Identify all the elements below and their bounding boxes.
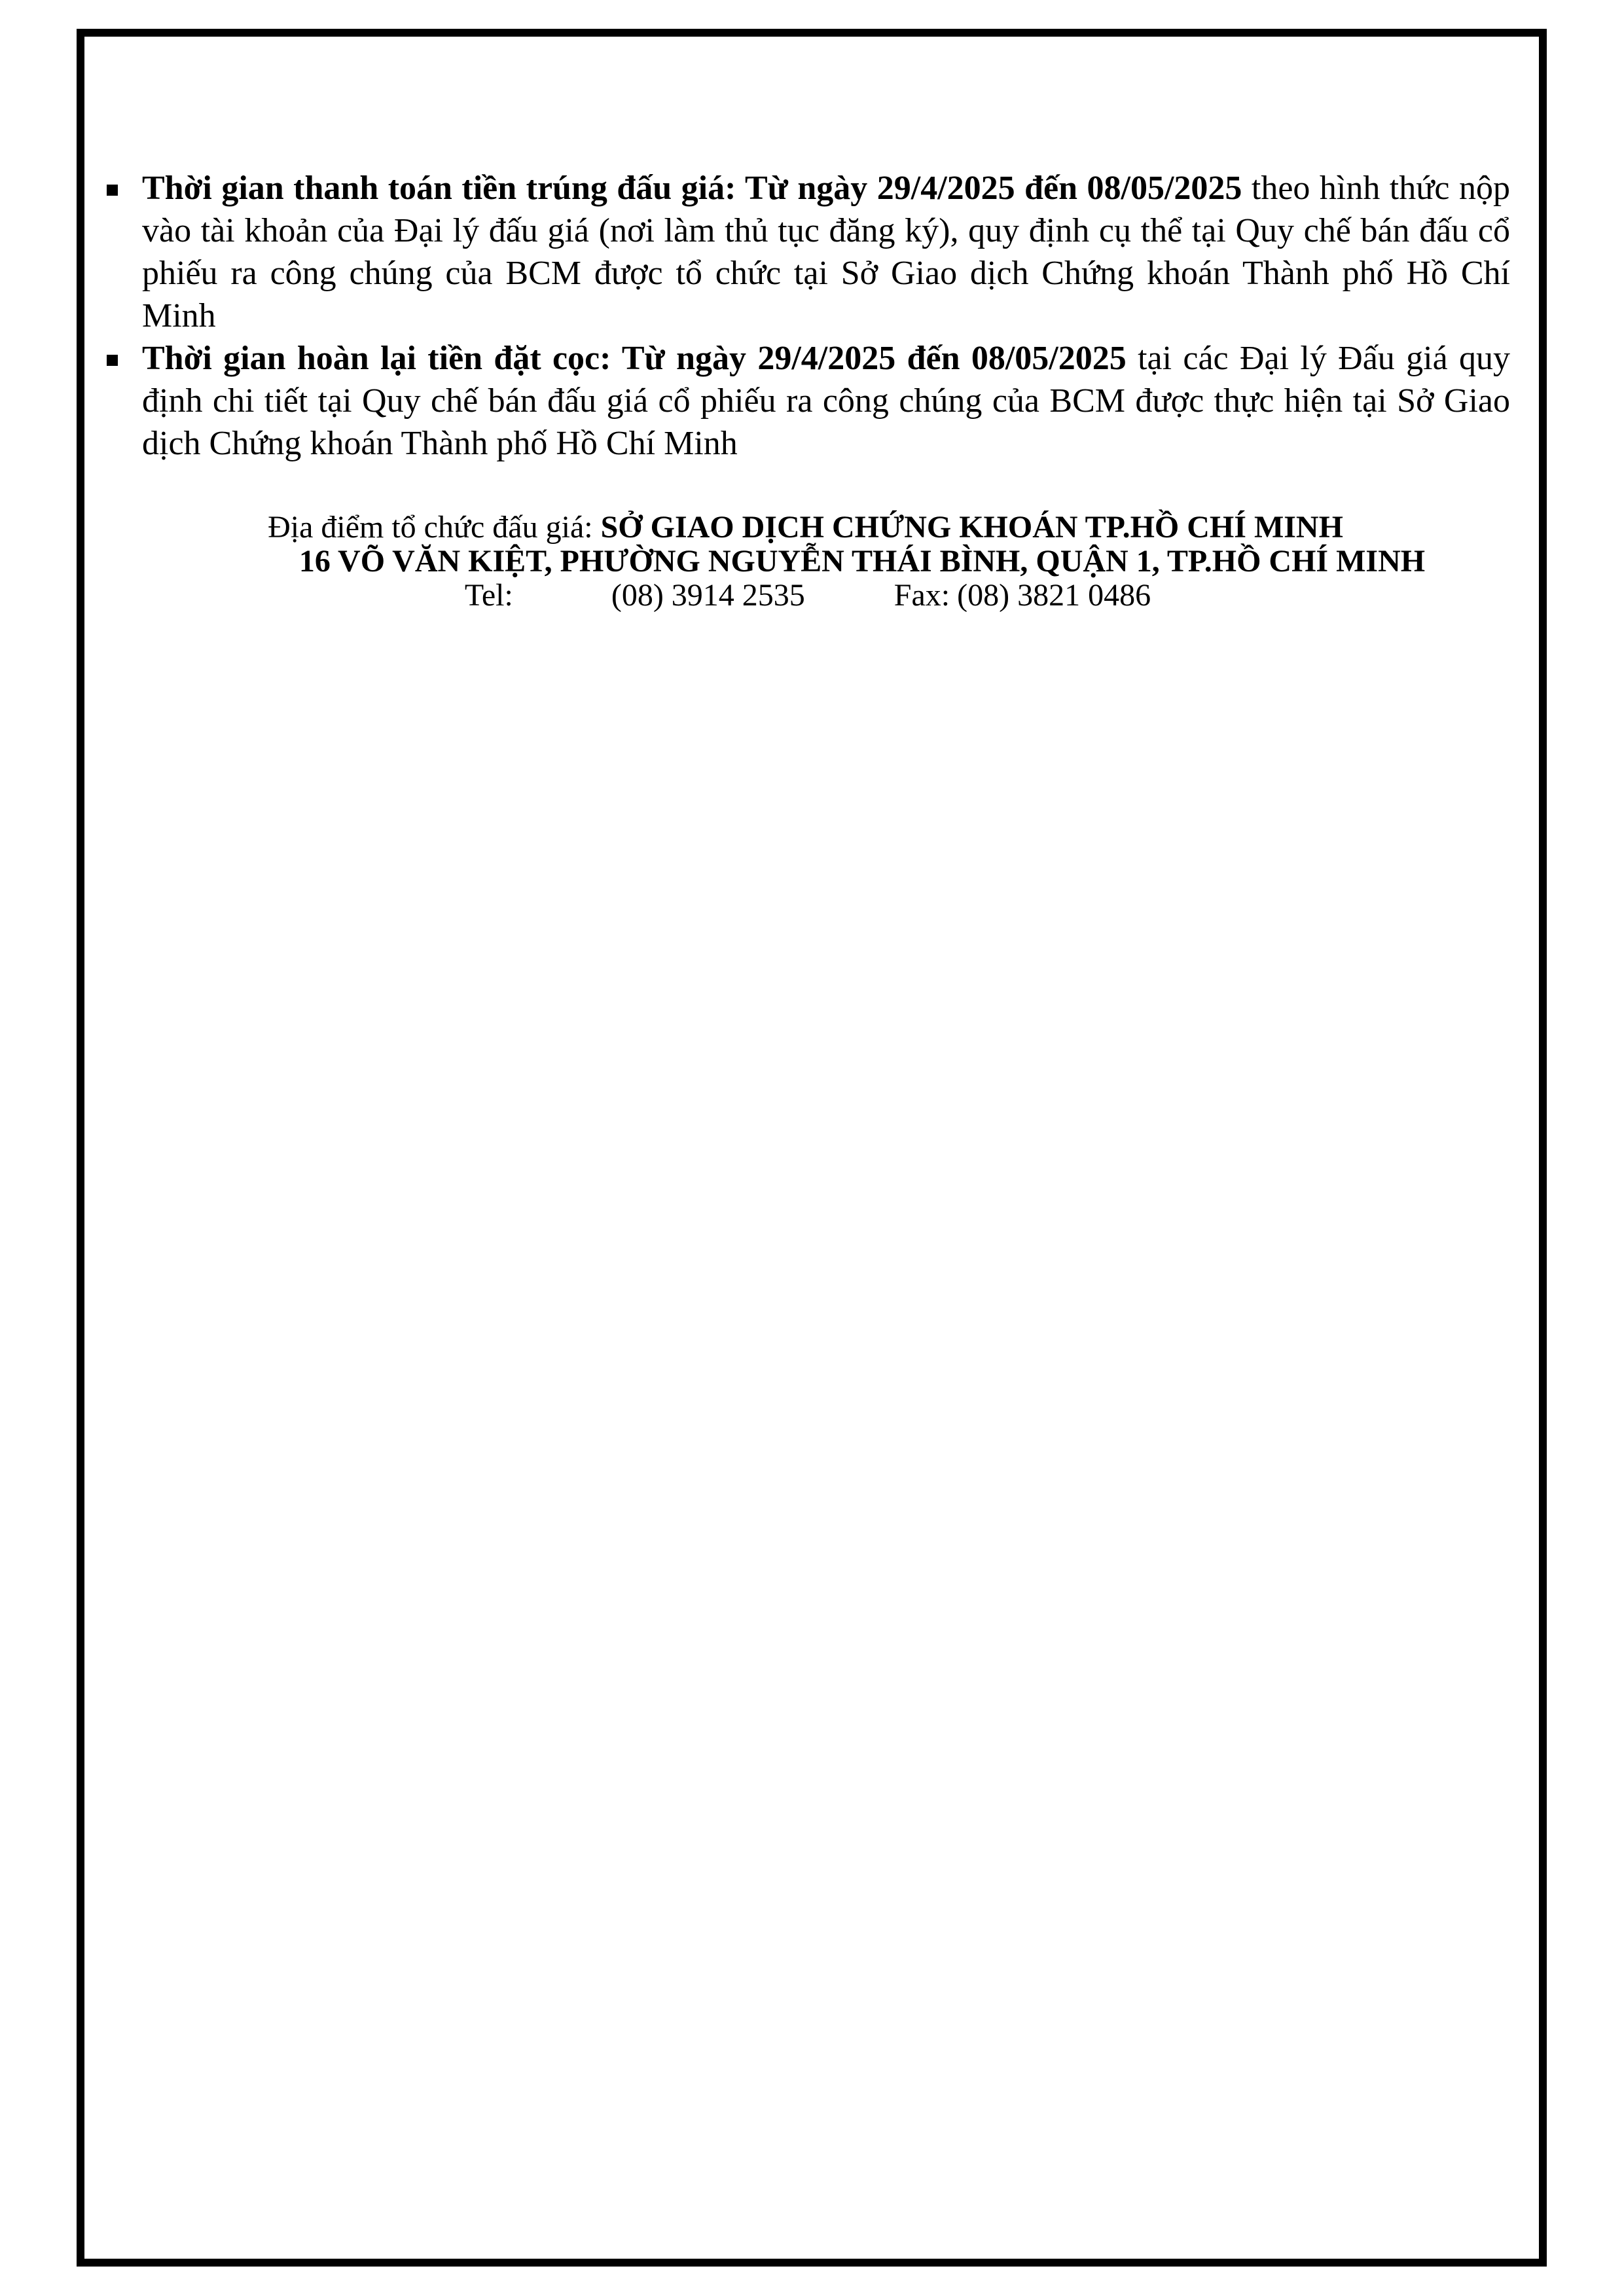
payment-time-lead: Thời gian thanh toán tiền trúng đấu giá: Từ ngày 29/4/2025 đến 08/05/2025 (142, 170, 1242, 207)
list-item-payment-time (142, 167, 1510, 337)
bullet-square-icon (107, 355, 118, 366)
venue-name: SỞ GIAO DỊCH CHỨNG KHOÁN TP.HỒ CHÍ MINH (600, 510, 1343, 545)
venue-address: 16 VÕ VĂN KIỆT, PHƯỜNG NGUYỄN THÁI BÌNH, QUẬN 1, TP.HỒ CHÍ MINH (298, 544, 1426, 579)
fax-label: Fax: (893, 578, 950, 613)
tel-value: (08) 3914 2535 (611, 578, 805, 613)
deposit-refund-lead: Thời gian hoàn lại tiền đặt cọc: Từ ngày 29/4/2025 đến 08/05/2025 (142, 340, 1127, 377)
venue-line (101, 511, 1510, 545)
bullet-square-icon (107, 185, 118, 196)
payment-time-body: theo hình thức nộp vào tài khoản của Đại lý đấu giá (nơi làm thủ tục đăng ký), quy định cụ thể tại Quy chế bán đấu cổ phiếu ra công chúng của BCM được tổ chức tại Sở Giao dịch Chứng khoán Thành phố Hồ Chí Minh (142, 170, 1510, 334)
list-item-deposit-refund-time (142, 337, 1510, 465)
deposit-refund-body: tại các Đại lý Đấu giá quy định chi tiết tại Quy chế bán đấu giá cổ phiếu ra công chúng của BCM được thực hiện tại Sở Giao dịch Chứng khoán Thành phố Hồ Chí Minh (142, 340, 1511, 462)
tel-label: Tel: (464, 578, 513, 613)
venue-block (142, 511, 1510, 613)
fax-value: (08) 3821 0486 (957, 578, 1151, 613)
bullet-list (142, 167, 1510, 465)
venue-label: Địa điểm tổ chức đấu giá: (268, 510, 593, 545)
venue-contacts (105, 579, 1510, 613)
